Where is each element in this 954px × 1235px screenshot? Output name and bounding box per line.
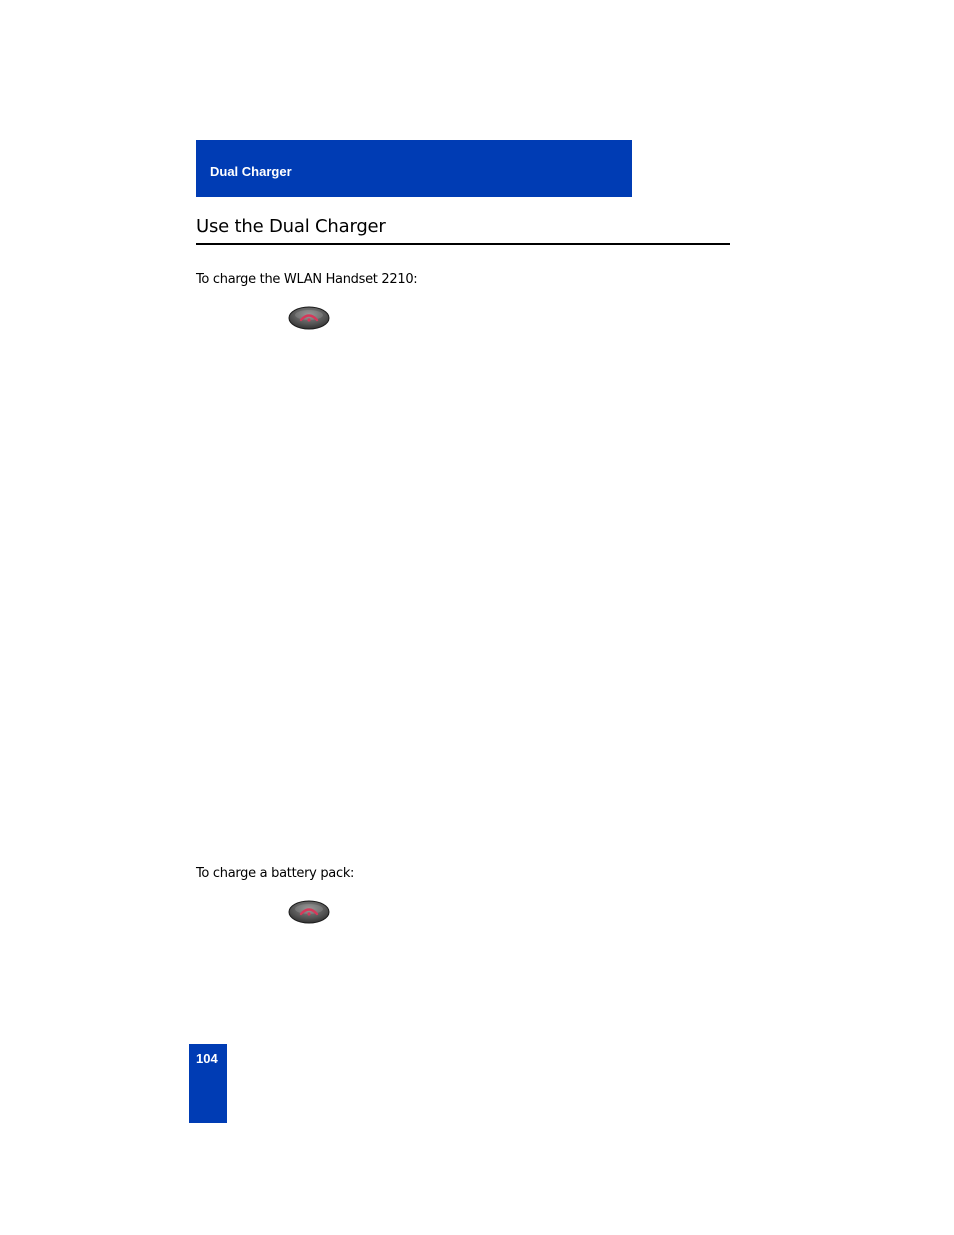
chapter-header-band [196, 140, 632, 197]
page-number-tab [189, 1044, 227, 1123]
procedure-heading-handset: To charge the WLAN Handset 2210: [196, 272, 418, 287]
section-divider [196, 243, 730, 245]
section-title: Use the Dual Charger [196, 216, 386, 237]
procedure-heading-battery: To charge a battery pack: [196, 866, 355, 881]
chapter-title: Dual Charger [210, 164, 292, 179]
end-call-key-icon [288, 306, 330, 330]
page-number: 104 [196, 1051, 218, 1066]
end-call-key-icon [288, 900, 330, 924]
